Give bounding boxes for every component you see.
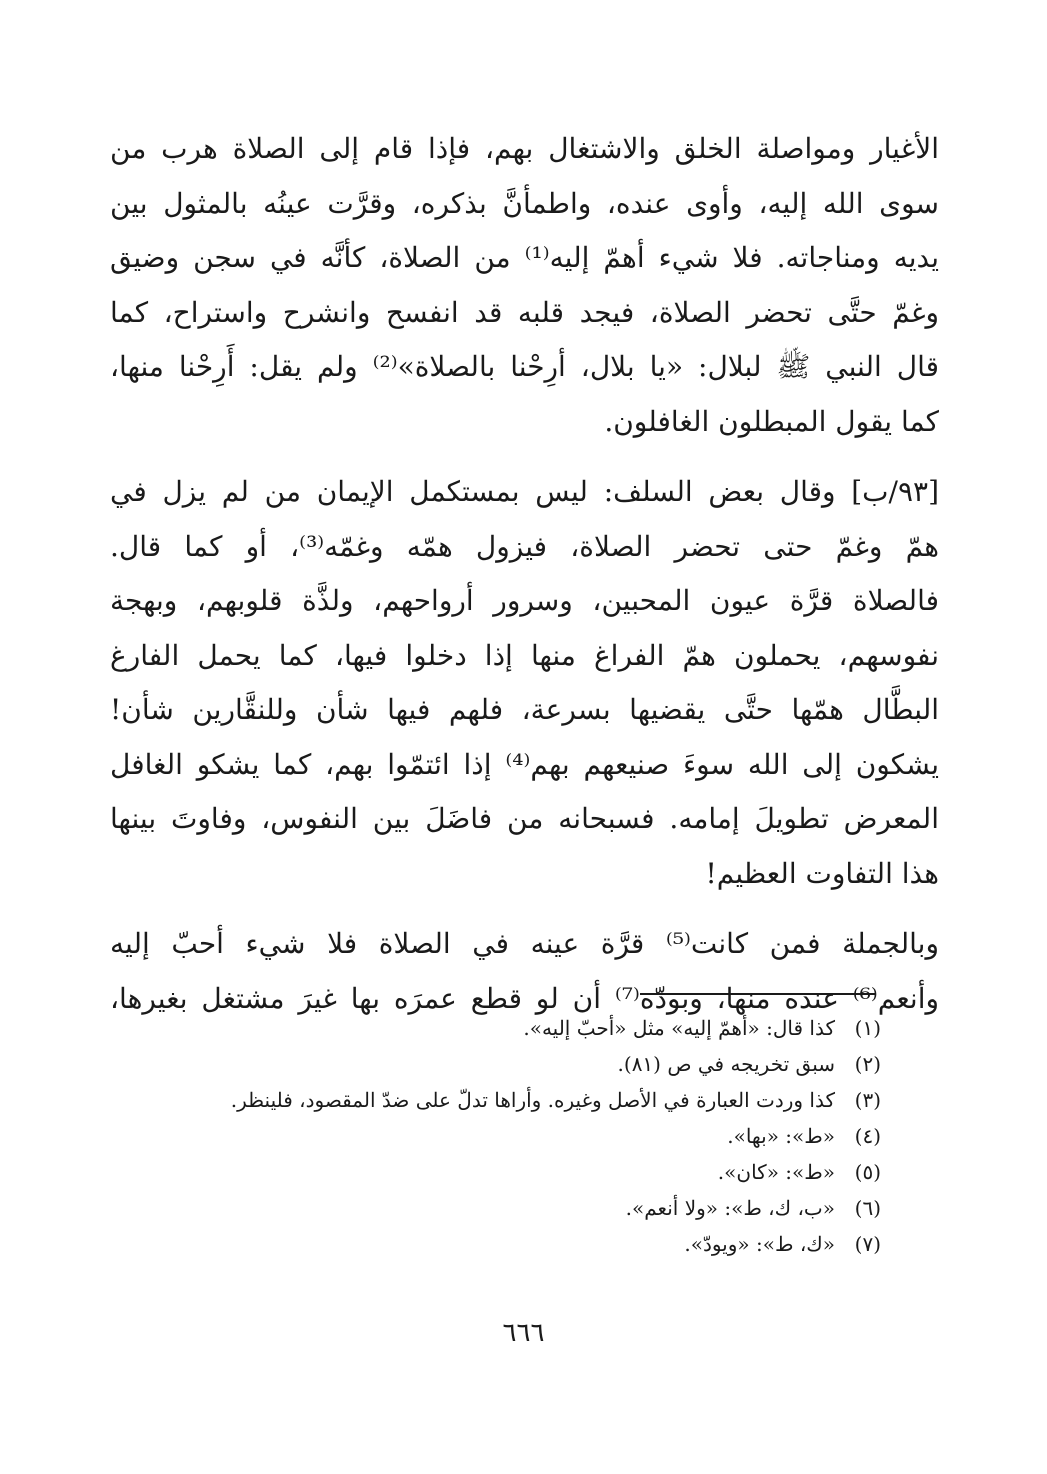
footnotes-list bbox=[121, 1010, 881, 1262]
footnote bbox=[121, 1154, 881, 1190]
text-line: كما يقول المبطلون الغافلون. bbox=[604, 404, 939, 438]
text-line: [٩٣/ب] وقال بعض السلف: ليس بمستكمل الإيمان من لم يزل في bbox=[110, 475, 939, 508]
text-line: وبالجملة فمن كانت⁽⁵⁾ قرَّة عينه في الصلاة فلا شيء أحبّ إليه bbox=[110, 927, 939, 960]
text-line: فالصلاة قرَّة عيون المحبين، وسرور أرواحهم، ولذَّة قلوبهم، وبهجة bbox=[110, 584, 939, 617]
footnote-number: (٥) bbox=[854, 1160, 881, 1184]
text-line: وغمّ حتَّى تحضر الصلاة، فيجد قلبه قد انفسح وانشرح واستراح، كما bbox=[110, 295, 939, 329]
footnote bbox=[121, 1226, 881, 1262]
footnote bbox=[121, 1010, 881, 1046]
text-line: يديه ومناجاته. فلا شيء أهمّ إليه⁽¹⁾ من الصلاة، كأنَّه في سجن وضيق bbox=[110, 241, 939, 274]
footnote-number: (١) bbox=[854, 1016, 881, 1040]
footnote-text: «ط»: «كان». bbox=[717, 1160, 835, 1184]
footnote-number: (٢) bbox=[854, 1052, 881, 1076]
footnote bbox=[121, 1046, 881, 1082]
footnote-number: (٤) bbox=[854, 1124, 881, 1148]
text-line: الأغيار ومواصلة الخلق والاشتغال بهم، فإذا قام إلى الصلاة هرب من bbox=[110, 132, 939, 165]
footnote-text: «ط»: «بها». bbox=[727, 1124, 835, 1148]
main-text bbox=[110, 122, 939, 1026]
page-number: ٦٦٦ bbox=[502, 1318, 545, 1348]
footnote bbox=[121, 1082, 881, 1118]
text-line: نفوسهم، يحملون همّ الفراغ منها إذا دخلوا فيها، كما يحمل الفارغ bbox=[110, 638, 939, 672]
footnote-number: (٦) bbox=[854, 1196, 881, 1220]
text-line: قال النبي ﷺ لبلال: «يا بلال، أرِحْنا بالصلاة»⁽²⁾ ولم يقل: أَرِحْنا منها، bbox=[110, 350, 939, 383]
paragraph-1 bbox=[110, 122, 939, 449]
footnote-text: «ك، ط»: «ويودّ». bbox=[684, 1232, 835, 1256]
footnote-text: سبق تخريجه في ص (٨١). bbox=[617, 1052, 835, 1076]
footnote-divider bbox=[640, 993, 875, 995]
footnote-number: (٧) bbox=[854, 1232, 881, 1256]
footnote-text: كذا قال: «أهمّ إليه» مثل «أحبّ إليه». bbox=[523, 1016, 835, 1040]
footnote-text: كذا وردت العبارة في الأصل وغيره. وأراها تدلّ على ضدّ المقصود، فلينظر. bbox=[230, 1088, 835, 1112]
footnote bbox=[121, 1190, 881, 1226]
text-line: هذا التفاوت العظيم! bbox=[705, 856, 939, 890]
text-line: البطَّال همّها حتَّى يقضيها بسرعة، فلهم فيها شأن وللنقَّارين شأن! bbox=[110, 693, 939, 726]
text-line: وأنعم⁽⁶⁾ عنده منها، وبودّه⁽⁷⁾ أن لو قطع عمرَه بها غيرَ مشتغل بغيرها، bbox=[110, 981, 939, 1015]
text-line: المعرض تطويلَ إمامه. فسبحانه من فاضَلَ بين النفوس، وفاوتَ بينها bbox=[110, 802, 939, 835]
text-line: يشكون إلى الله سوءَ صنيعهم بهم⁽⁴⁾ إذا ائتمّوا بهم، كما يشكو الغافل bbox=[110, 747, 939, 781]
footnote bbox=[121, 1118, 881, 1154]
text-line: همّ وغمّ حتى تحضر الصلاة، فيزول همّه وغمّه⁽³⁾، أو كما قال. bbox=[110, 529, 939, 563]
footnote-number: (٣) bbox=[854, 1088, 881, 1112]
text-line: سوى الله إليه، وأوى عنده، واطمأنَّ بذكره، وقرَّت عينُه بالمثول بين bbox=[110, 186, 939, 220]
paragraph-2 bbox=[110, 465, 939, 901]
footnote-text: «ب، ك، ط»: «ولا أنعم». bbox=[625, 1196, 835, 1220]
